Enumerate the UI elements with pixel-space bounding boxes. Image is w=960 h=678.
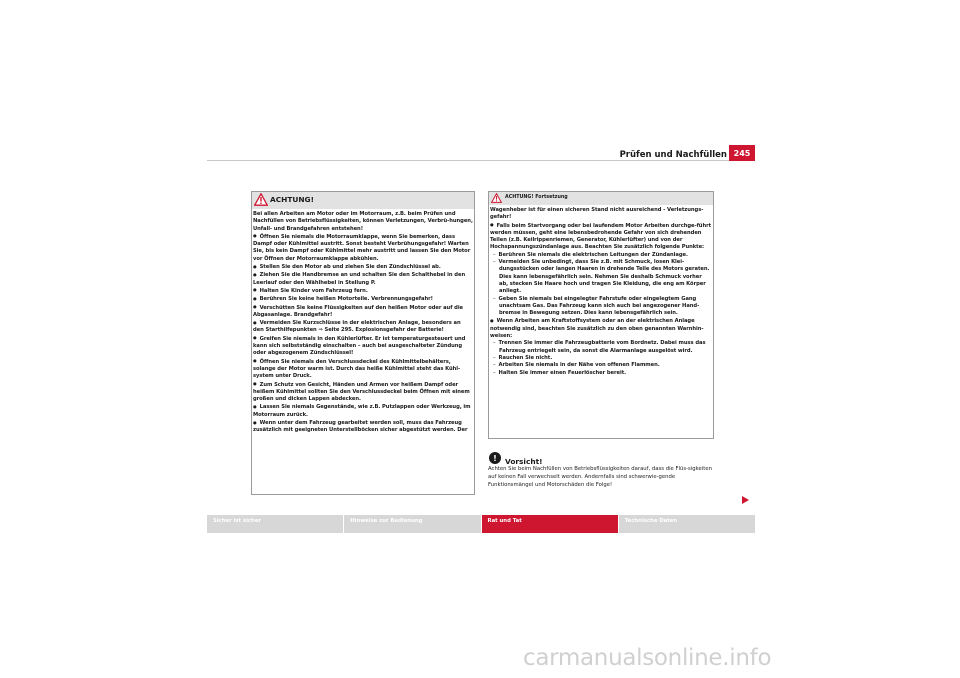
page-number: 245 xyxy=(729,145,755,161)
warning-triangle-icon xyxy=(254,193,268,208)
warning-subitem: – Vermeiden Sie unbedingt, dass Sie z.B. mit Schmuck, losen Klei-dungsstücken oder langen Haaren in drehende Teile des Motors geraten. Dies kann lebensgefährlich sein. Nehmen Sie deshalb Schmuck vorher ab, stecken Sie Haare hoch und tragen Sie Kleidung, die eng am Körper anliegt. xyxy=(490,259,712,295)
warning-subitem: – Berühren Sie niemals die elektrischen Leitungen der Zündanlage. xyxy=(490,252,712,259)
warning-subitem: – Halten Sie immer einen Feuerlöscher bereit. xyxy=(490,370,712,377)
warning-item: ● Öffnen Sie niemals die Motorraumklappe, wenn Sie bemerken, dass Dampf oder Kühlmittel austritt. Sonst besteht Verbrühungsgefahr! Warten Sie, bis kein Dampf oder Kühlmittel mehr austritt und lassen Sie den Motor vor Öffnen der Motorraumklappe abkühlen. xyxy=(253,233,473,263)
caution-paragraph: Achten Sie beim Nachfüllen von Betriebsflüssigkeiten darauf, dass die Flüs-sigkeiten auf keinen Fall verwechselt werden. Andernfalls sind schwerwie-gende Funktionsmängel und Motorschäden die Folge! xyxy=(488,466,712,488)
caution-label: Vorsicht! xyxy=(505,456,543,466)
warning-item: ● Verschütten Sie keine Flüssigkeiten auf den heißen Motor oder auf die Abgasanlage. Brandgefahr! xyxy=(253,304,473,320)
warning-item: ● Falls beim Startvorgang oder bei laufendem Motor Arbeiten durchge-führt werden müssen, geht eine lebensbedrohende Gefahr von sich drehenden Teilen (z.B. Keilrippenriemen, Generator, Kühlerlüfter) und von der Hochspannungszündanlage aus. Beachten Sie zusätzlich folgende Punkte: xyxy=(490,222,712,252)
warning-triangle-icon xyxy=(491,193,502,205)
warning-item: ● Zum Schutz von Gesicht, Händen und Armen vor heißem Dampf oder heißem Kühlmittel sollten Sie den Verschlussdeckel beim Öffnen mit einem großen und dicken Lappen abdecken. xyxy=(253,381,473,404)
warning-box-label: ACHTUNG! xyxy=(270,195,314,204)
warning-item: ● Wenn unter dem Fahrzeug gearbeitet werden soll, muss das Fahrzeug zusätzlich mit geeigneten Unterstellböcken sicher abgestützt werden. Der xyxy=(253,419,473,435)
warning-subitem: – Arbeiten Sie niemals in der Nähe von offenen Flammen. xyxy=(490,362,712,369)
footer-tab-sicher-ist-sicher[interactable]: Sicher ist sicher xyxy=(207,515,343,533)
warning-subitem: – Rauchen Sie nicht. xyxy=(490,355,712,362)
warning-item: ● Ziehen Sie die Handbremse an und schalten Sie den Schalthebel in den Leerlauf oder den Wählhebel in Stellung P. xyxy=(253,271,473,287)
warning-continuation-box xyxy=(488,191,714,439)
warning-item: ● Öffnen Sie niemals den Verschlussdeckel des Kühlmittelbehälters, solange der Motor warm ist. Durch das heiße Kühlmittel steht das Kühl-system unter Druck. xyxy=(253,358,473,381)
warning-subitem: – Geben Sie niemals bei eingelegter Fahrstufe oder eingelegtem Gang unachtsam Gas. Das Fahrzeug kann sich auch bei angezogener Hand-bremse in Bewegung setzen. Dies kann lebensgefährlich sein. xyxy=(490,296,712,318)
warning-item: ● Greifen Sie niemals in den Kühlerlüfter. Er ist temperaturgesteuert und kann sich selbstständig einschalten – auch bei ausgeschalteter Zündung oder abgezogenem Zündschlüssel! xyxy=(253,335,473,358)
caution-text xyxy=(488,465,716,489)
next-page-arrow-icon[interactable] xyxy=(742,496,749,504)
warning-box-header xyxy=(252,192,474,209)
footer-tab-technische-daten[interactable]: Technische Daten xyxy=(619,515,755,533)
warning-item: ● Halten Sie Kinder vom Fahrzeug fern. xyxy=(253,287,473,295)
footer-tab-rat-und-tat[interactable]: Rat und Tat xyxy=(482,515,618,533)
exclamation-circle-icon: ! xyxy=(489,452,501,464)
footer-tab-hinweise-zur-bedienung[interactable]: Hinweise zur Bedienung xyxy=(344,515,480,533)
warning-continuation-body xyxy=(489,205,713,377)
page-title: Prüfen und Nachfüllen xyxy=(619,150,727,160)
watermark: carmanualsonline.info xyxy=(523,645,772,671)
caution-header xyxy=(488,451,543,465)
warning-item: ● Wenn Arbeiten am Kraftstoffsystem oder an der elektrischen Anlage notwendig sind, beachten Sie zusätzlich zu den oben genannten Warnhin-weisen: xyxy=(490,317,712,340)
footer-nav xyxy=(207,515,755,533)
warning-item: ● Vermeiden Sie Kurzschlüsse in der elektrischen Anlage, besonders an den Starthilfepunkten ⇒ Seite 295. Explosionsgefahr der Batterie! xyxy=(253,319,473,335)
warning-box-body xyxy=(252,209,474,435)
warning-continuation-label: ACHTUNG! Fortsetzung xyxy=(505,195,568,200)
warning-continuation-header xyxy=(489,192,713,205)
header-rule xyxy=(207,160,755,161)
warning-intro: Wagenheber ist für einen sicheren Stand nicht ausreichend - Verletzungs-gefahr! xyxy=(490,207,704,221)
warning-item: ● Stellen Sie den Motor ab und ziehen Sie den Zündschlüssel ab. xyxy=(253,263,473,271)
warning-item: ● Berühren Sie keine heißen Motorteile. Verbrennungsgefahr! xyxy=(253,295,473,303)
warning-subitem: – Trennen Sie immer die Fahrzeugbatterie vom Bordnetz. Dabei muss das Fahrzeug entriegelt sein, da sonst die Alarmanlage ausgelöst wird. xyxy=(490,340,712,355)
warning-box xyxy=(251,191,475,495)
warning-intro: Bei allen Arbeiten am Motor oder im Motorraum, z.B. beim Prüfen und Nachfüllen von Betriebsflüssigkeiten, können Verletzungen, Verbrü-hungen, Unfall- und Brandgefahren entstehen! xyxy=(253,211,473,232)
warning-item: ● Lassen Sie niemals Gegenstände, wie z.B. Putzlappen oder Werkzeug, im Motorraum zurück. xyxy=(253,403,473,419)
